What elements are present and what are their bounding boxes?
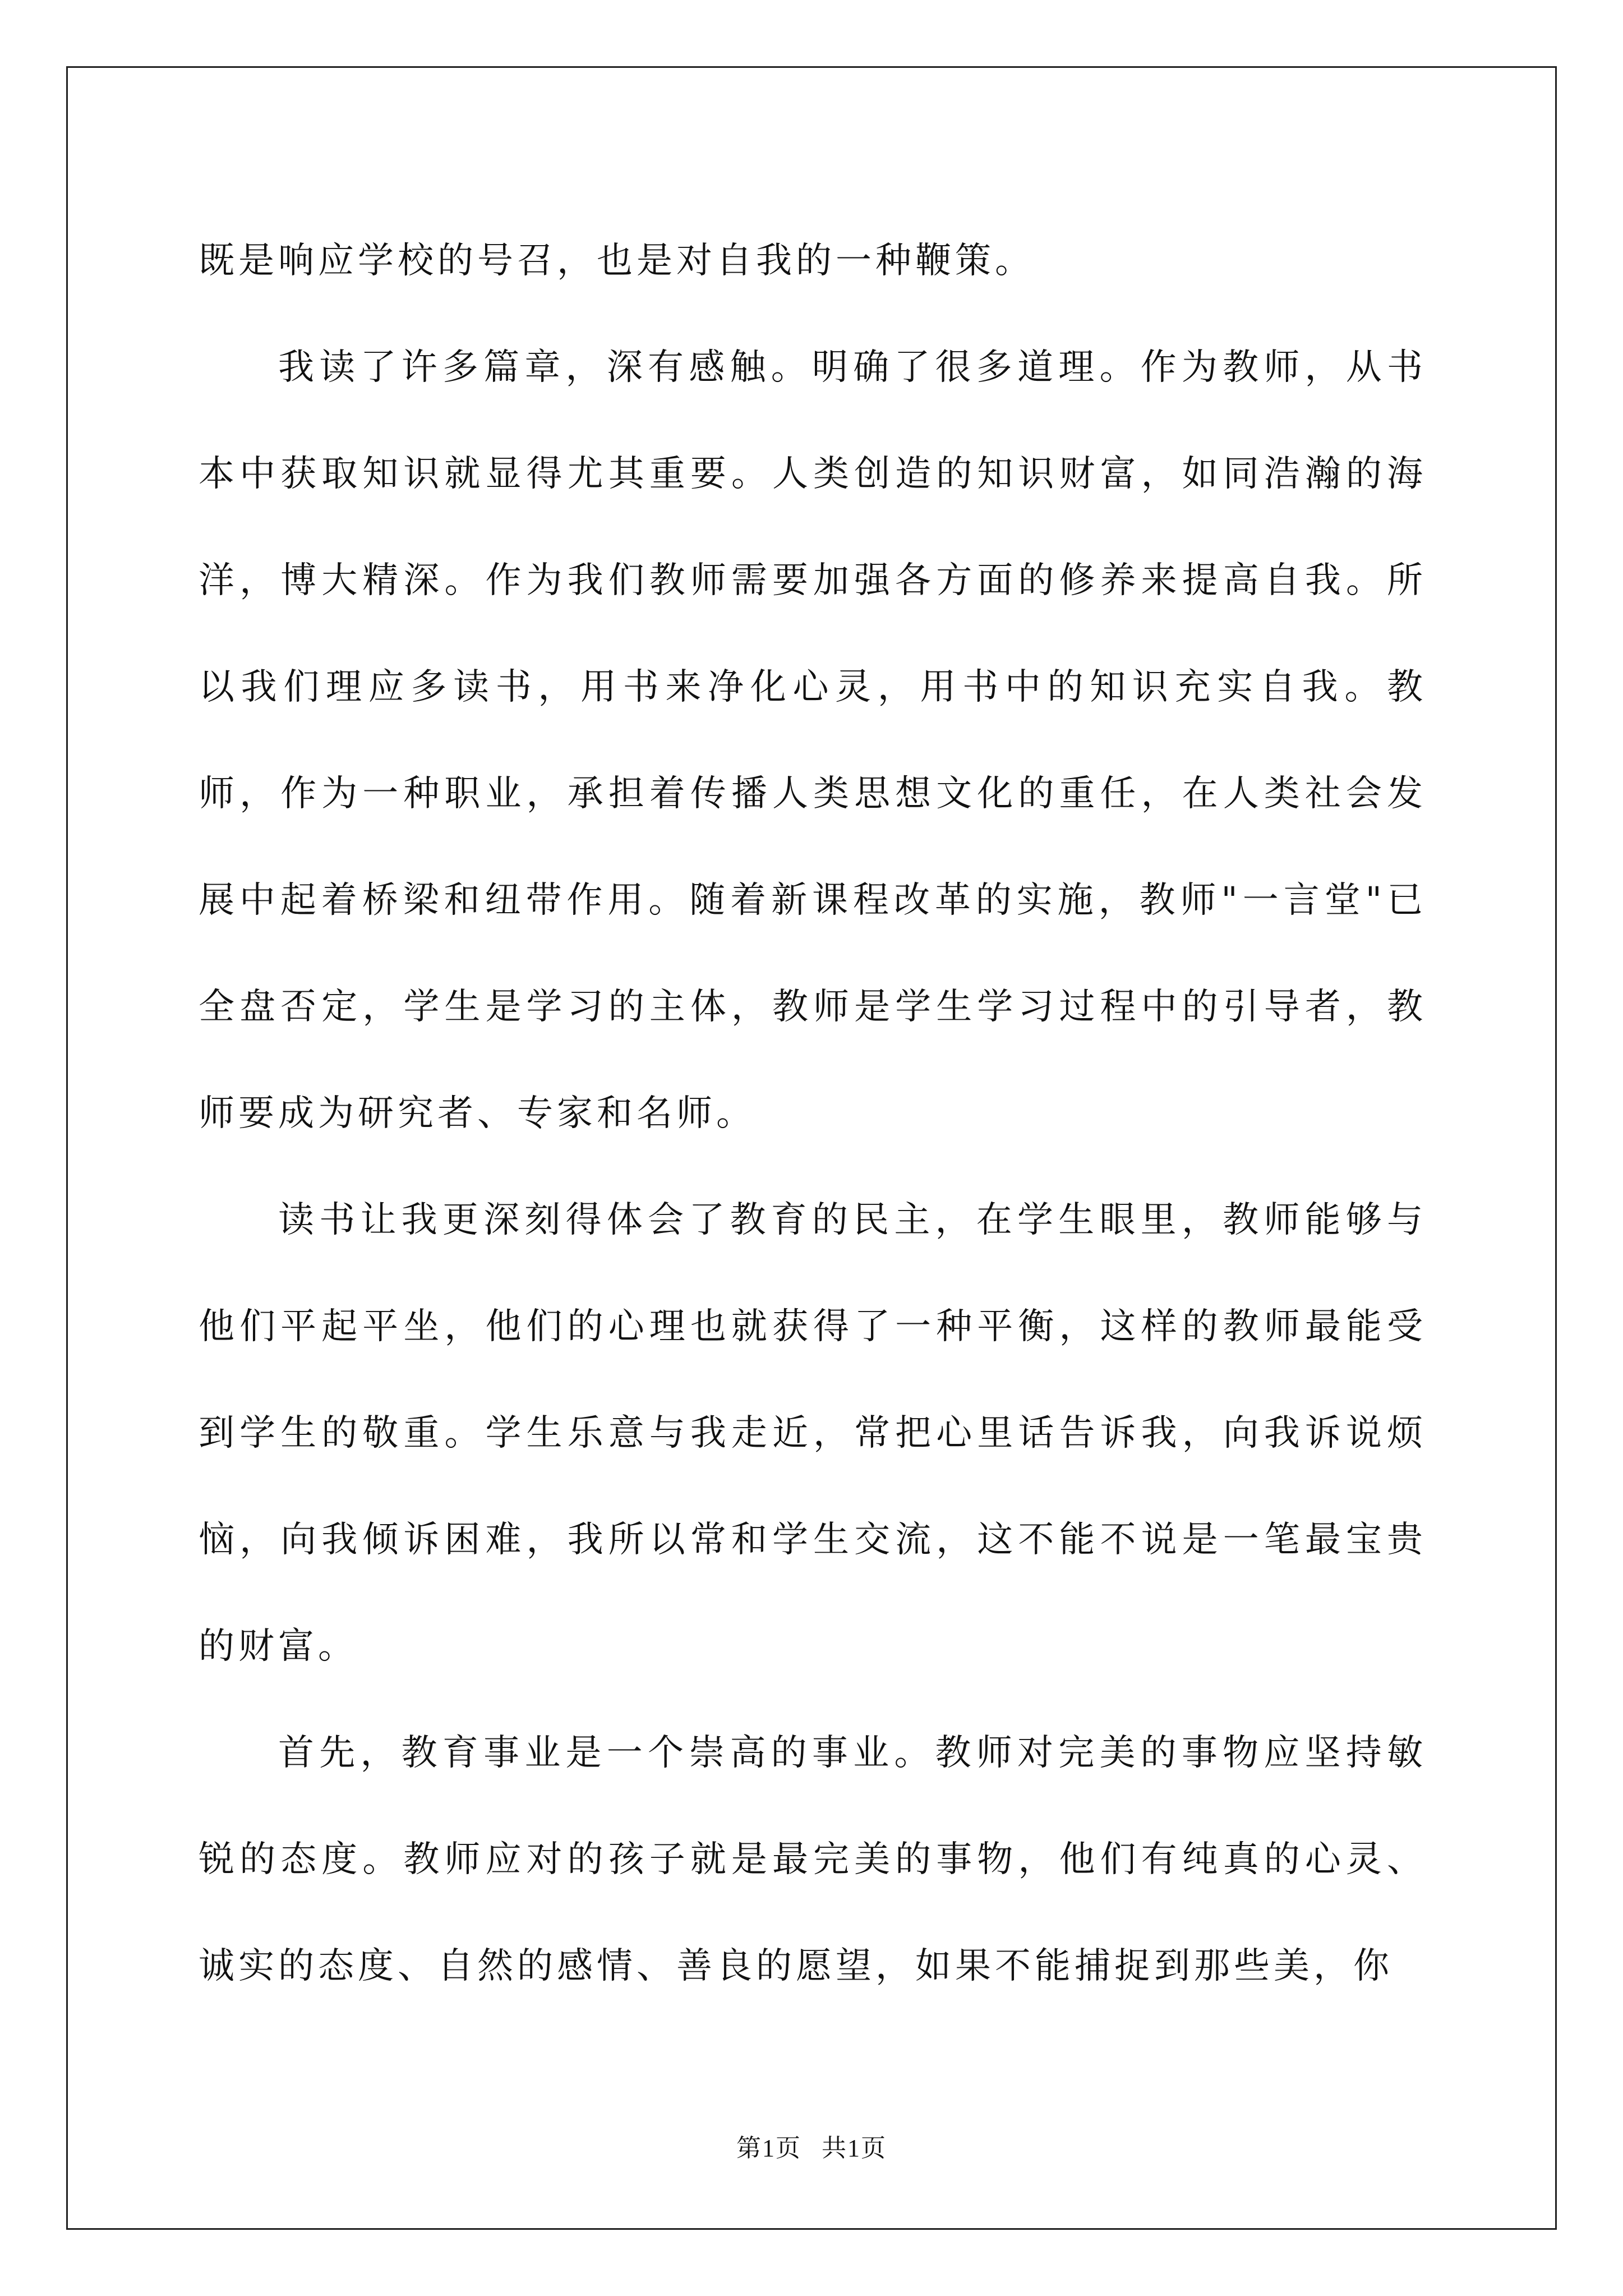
paragraph-1: 既是响应学校的号召，也是对自我的一种鞭策。	[199, 240, 1035, 282]
paragraph-2: 我读了许多篇章，深有感触。明确了很多道理。作为教师，从书本中获取知识就显得尤其重要。人类创造的知识财富，如同浩瀚的海洋，博大精深。作为我们教师需要加强各方面的修养来提高自我。所以我们理应多读书，用书来净化心灵，用书中的知识充实自我。教师，作为一种职业，承担着传播人类思想文化的重任，在人类社会发展中起着桥梁和纽带作用。随着新课程改革的实施，教师"一言堂"已全盘否定，学生是学习的主体，教师是学生学习过程中的引导者，教师要成为研究者、专家和名师。	[199, 347, 1427, 1134]
paragraph-3: 读书让我更深刻得体会了教育的民主，在学生眼里，教师能够与他们平起平坐，他们的心理也就获得了一种平衡，这样的教师最能受到学生的敬重。学生乐意与我走近，常把心里话告诉我，向我诉说烦恼，向我倾诉困难，我所以常和学生交流，这不能不说是一笔最宝贵的财富。	[199, 1199, 1427, 1667]
page-footer	[0, 2132, 1623, 2165]
page-total: 共1页	[822, 2134, 887, 2162]
paragraph-4: 首先，教育事业是一个崇高的事业。教师对完美的事物应坚持敏锐的态度。教师应对的孩子就是最完美的事物，他们有纯真的心灵、诚实的态度、自然的感情、善良的愿望，如果不能捕捉到那些美，你	[199, 1732, 1427, 1987]
document-body	[199, 208, 1427, 2019]
page-number: 第1页	[736, 2134, 801, 2162]
